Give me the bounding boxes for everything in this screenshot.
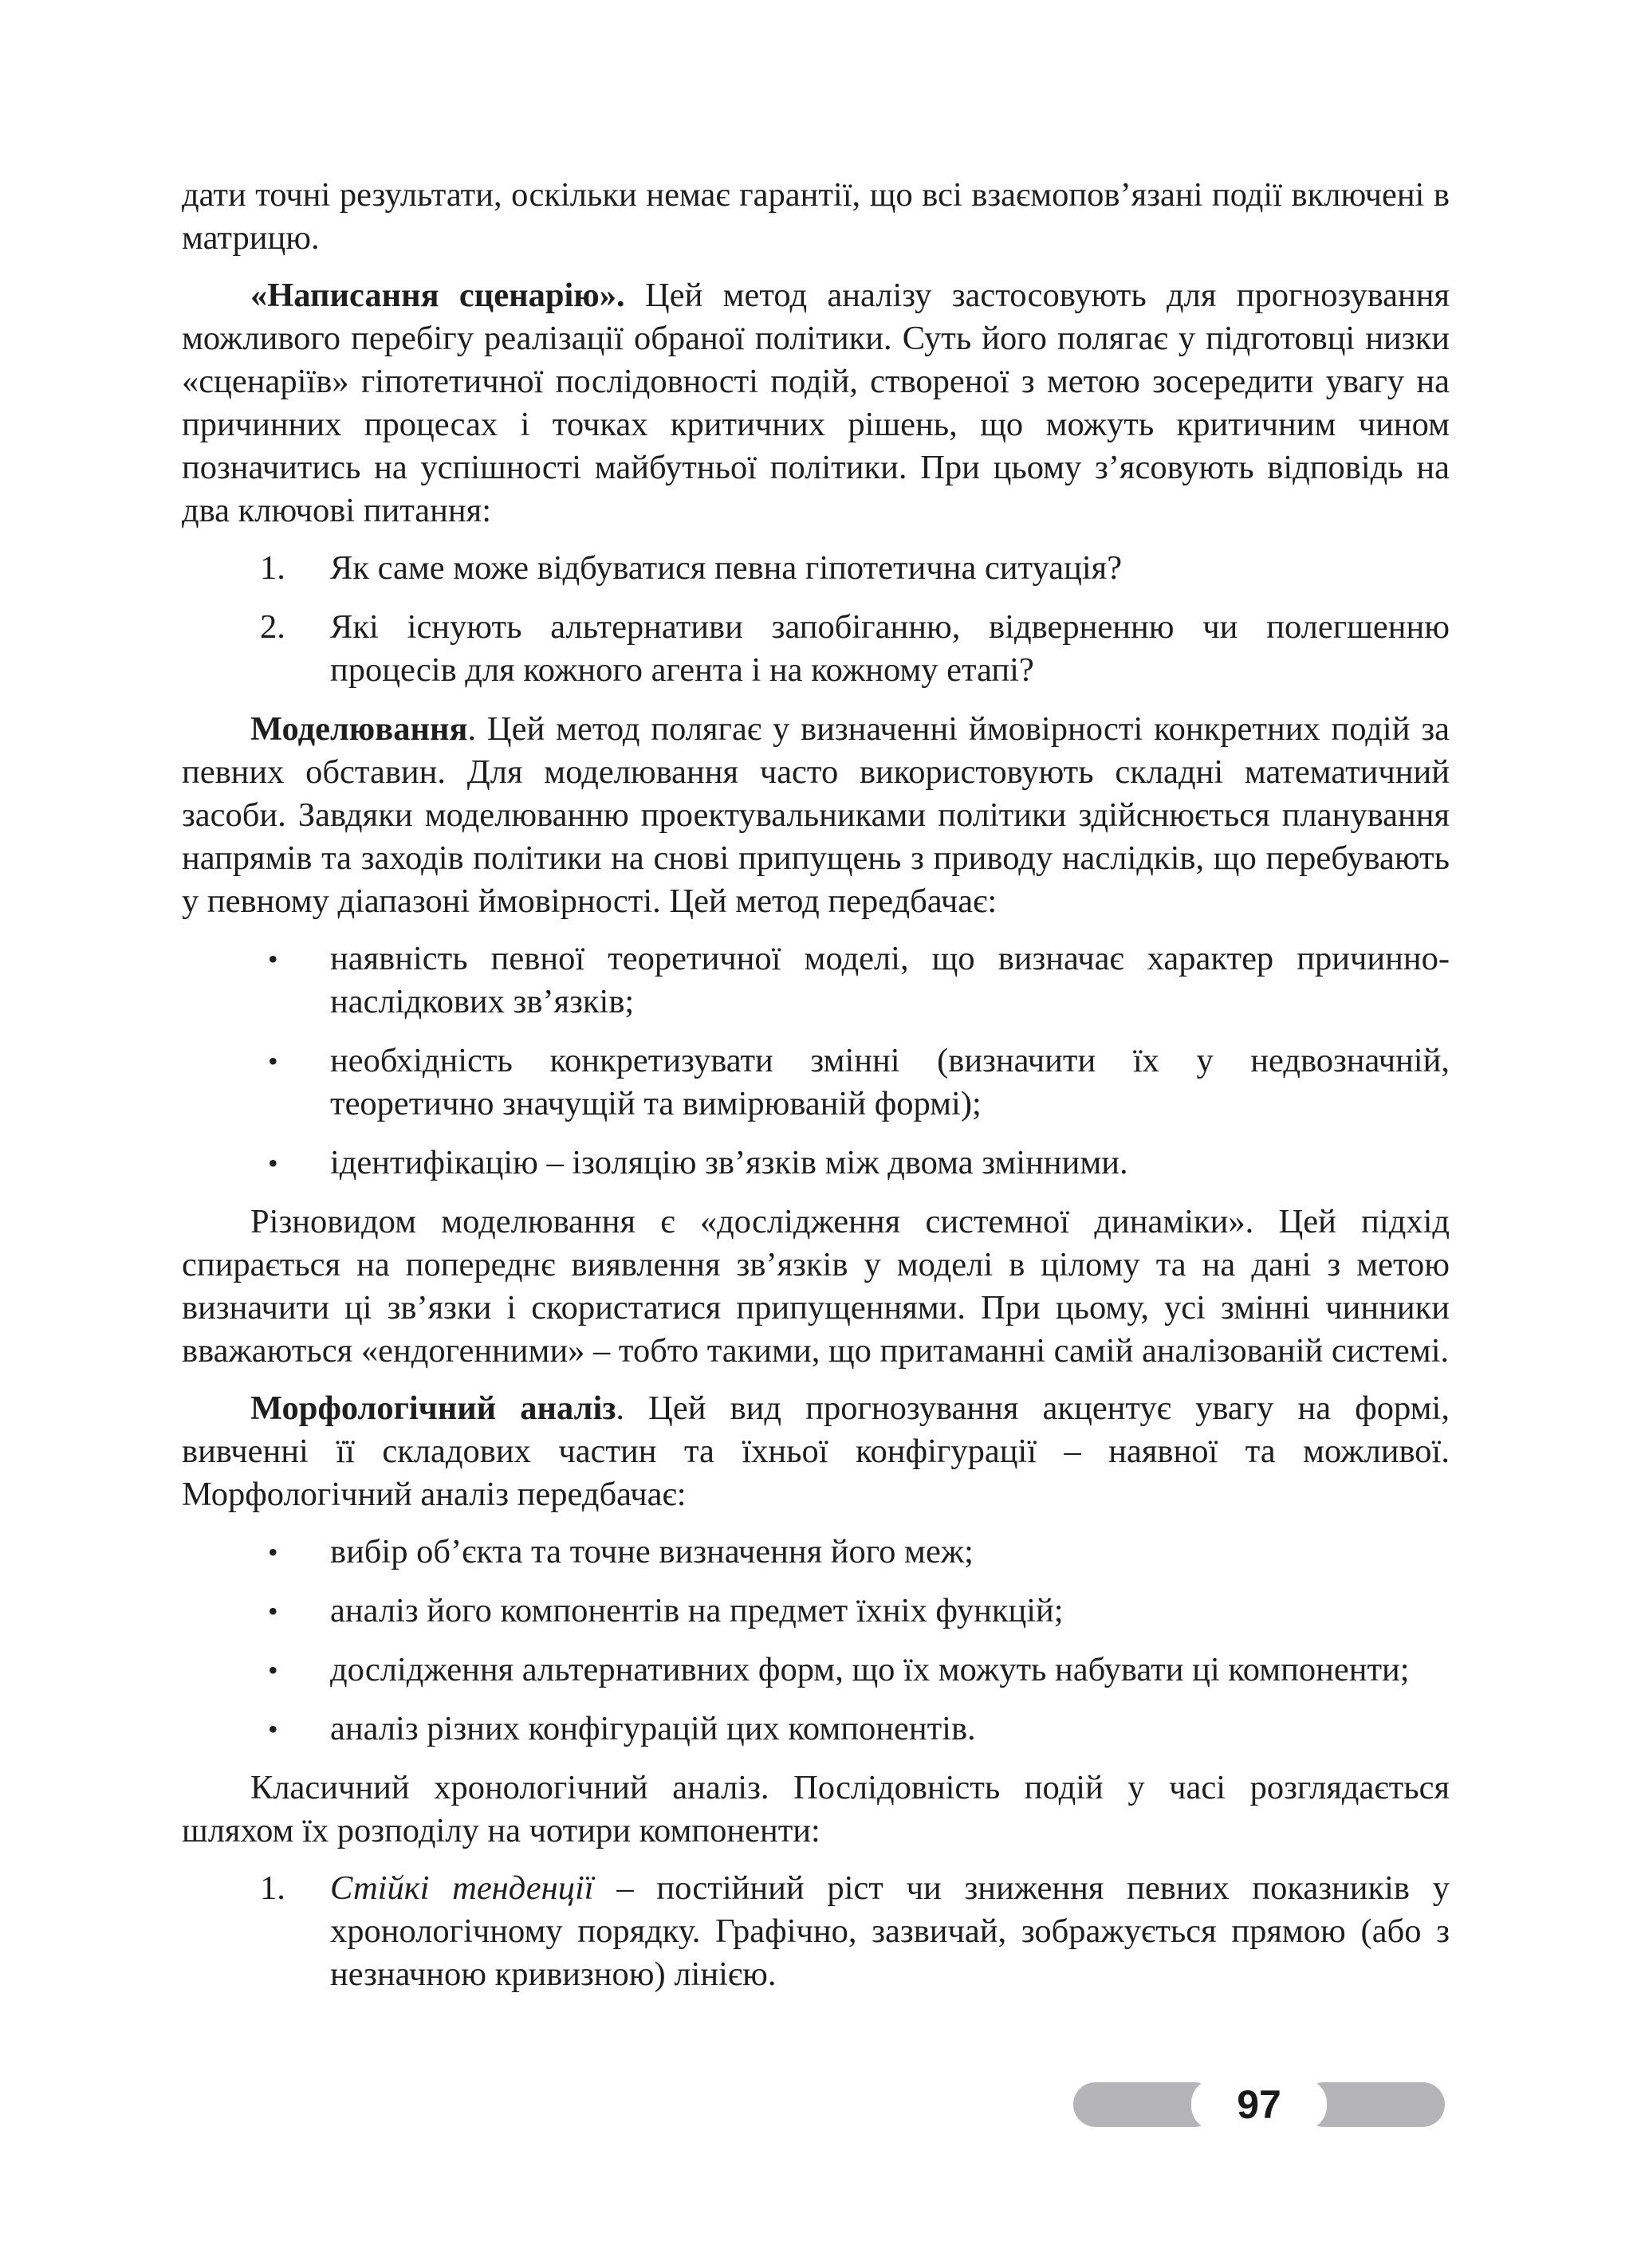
- scenario-questions: [182, 547, 1450, 692]
- morphological-term: Морфологічний аналіз: [250, 1389, 616, 1427]
- morphological-bullets: [182, 1531, 1450, 1751]
- modeling-term: Моделювання: [250, 710, 468, 748]
- list-number: 1.: [260, 1869, 285, 1907]
- bullet-icon: •: [268, 1595, 278, 1627]
- list-item: [182, 1142, 1450, 1185]
- bullet-icon: •: [268, 943, 278, 975]
- intro-paragraph: дати точні результати, оскільки немає гарантії, що всі взаємопов’язані події включені в матрицю.: [182, 176, 1450, 257]
- modeling-text: . Цей метод полягає у визначенні ймовірності конкретних подій за певних обставин. Для моделювання часто використовують складні математичний засоби. Завдяки моделюванню проектувальниками політики здійснюється планування напрямів та заходів політики на снові припущень з приводу наслідків, що перебувають у певному діапазоні ймовірності. Цей метод передбачає:: [182, 710, 1450, 920]
- bullet-icon: •: [268, 1147, 278, 1179]
- list-item: [182, 1040, 1450, 1126]
- chronological-item-term: Стійкі тенденції: [330, 1869, 594, 1907]
- list-item-text: аналіз різних конфігурацій цих компонентів.: [330, 1710, 976, 1747]
- system-dynamics-paragraph: Різновидом моделювання є «дослідження системної динаміки». Цей підхід спирається на попереднє виявлення зв’язків у моделі в цілому та на дані з метою визначити ці зв’язки і скористатися припущеннями. При цьому, усі змінні чинники вважаються «ендогенними» – тобто такими, що притаманні самій аналізованій системі.: [182, 1203, 1450, 1370]
- bullet-icon: •: [268, 1654, 278, 1686]
- list-item: [182, 1531, 1450, 1574]
- scenario-text: Цей метод аналізу застосовують для прогнозування можливого перебігу реалізації обраної політики. Суть його полягає у підготовці низки «сценаріїв» гіпотетичної послідовності подій, створеної з метою зосередити увагу на причинних процесах і точках критичних рішень, що можуть критичним чином позначитись на успішності майбутньої політики. При цьому з’ясовують відповідь на два ключові питання:: [182, 277, 1450, 529]
- morphological-text: . Цей вид прогнозування акцентує увагу на формі, вивченні її складових частин та їхньої конфігурації – наявної та можливої. Морфологічний аналіз передбачає:: [182, 1389, 1450, 1513]
- modeling-paragraph: [182, 708, 1450, 923]
- list-item-text: Які існують альтернативи запобіганню, відверненню чи полегшенню процесів для кожного агента і на кожному етапі?: [330, 608, 1450, 689]
- page-number: 97: [1191, 2079, 1327, 2130]
- list-item-text: – постійний ріст чи зниження певних показників у хронологічному порядку. Графічно, зазвичай, зображується прямою (або з незначною кривизною) лінією.: [330, 1869, 1450, 1993]
- scenario-term: «Написання сценарію».: [250, 277, 625, 314]
- chronological-items: [182, 1867, 1450, 1996]
- list-item-text: дослідження альтернативних форм, що їх можуть набувати ці компоненти;: [330, 1651, 1410, 1688]
- list-item: [182, 1649, 1450, 1692]
- list-item: [182, 1867, 1450, 1996]
- chronological-paragraph: Класичний хронологічний аналіз. Послідовність подій у часі розглядається шляхом їх розподілу на чотири компоненти:: [182, 1769, 1450, 1849]
- list-item-text: необхідність конкретизувати змінні (визначити їх у недвозначній, теоретично значущій та вимірюваній формі);: [330, 1042, 1450, 1122]
- scenario-paragraph: [182, 274, 1450, 533]
- list-item: [182, 937, 1450, 1024]
- page-number-badge: [1073, 2082, 1445, 2127]
- page-body: [182, 174, 1450, 2012]
- list-item-text: ідентифікацію – ізоляцію зв’язків між двома змінними.: [330, 1144, 1128, 1181]
- list-item: [182, 606, 1450, 692]
- bullet-icon: •: [268, 1045, 278, 1077]
- list-item: [182, 1708, 1450, 1751]
- list-item-text: Як саме може відбуватися певна гіпотетична ситуація?: [330, 549, 1123, 587]
- list-item: [182, 1590, 1450, 1633]
- list-number: 1.: [260, 549, 285, 587]
- list-item-text: аналіз його компонентів на предмет їхніх функцій;: [330, 1592, 1064, 1629]
- morphological-paragraph: [182, 1387, 1450, 1516]
- bullet-icon: •: [268, 1713, 278, 1745]
- bullet-icon: •: [268, 1536, 278, 1568]
- list-item-text: вибір об’єкта та точне визначення його меж;: [330, 1533, 974, 1570]
- list-item: [182, 547, 1450, 590]
- list-number: 2.: [260, 608, 285, 646]
- list-item-text: наявність певної теоретичної моделі, що визначає характер причинно-наслідкових зв’язків;: [330, 940, 1450, 1020]
- modeling-bullets: [182, 937, 1450, 1185]
